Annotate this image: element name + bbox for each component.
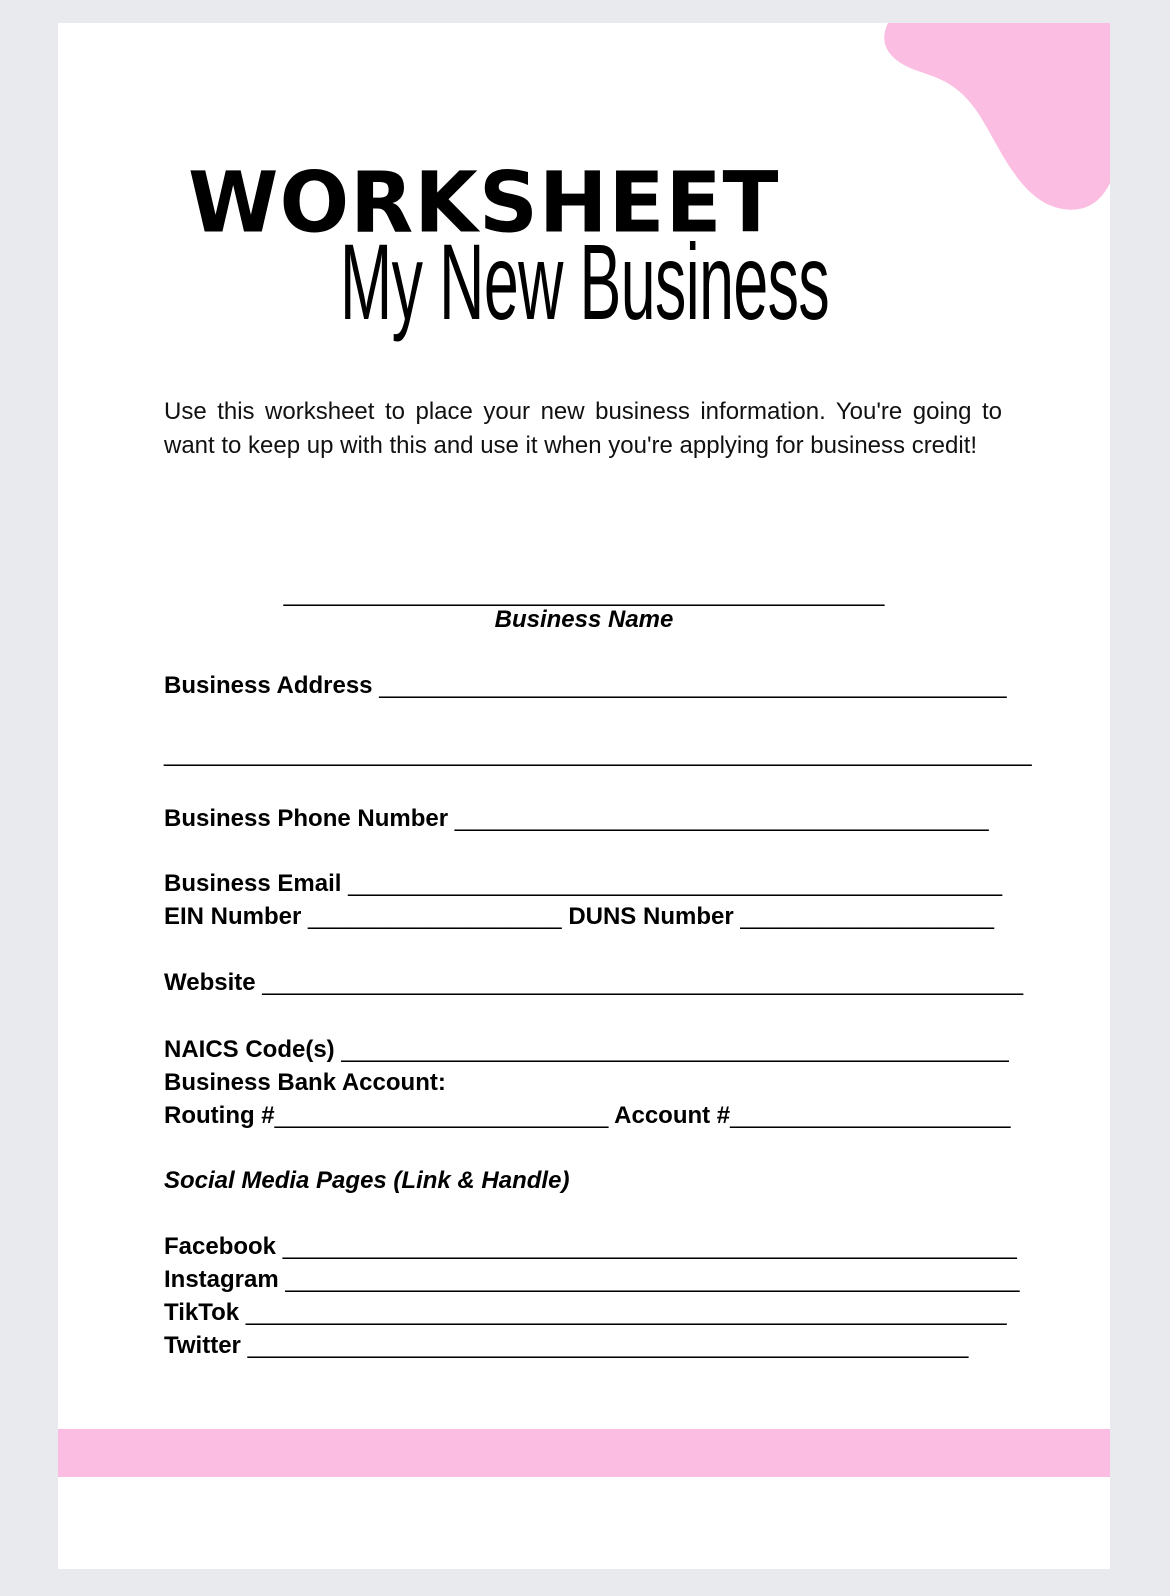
- website-label: Website: [164, 969, 256, 996]
- business-phone-label: Business Phone Number: [164, 805, 449, 832]
- ein-field[interactable]: ___________________: [308, 903, 562, 930]
- page-title: WORKSHEET: [188, 155, 780, 252]
- twitter-field[interactable]: ______________________________________________________: [247, 1332, 969, 1359]
- routing-account-row: [164, 1101, 1010, 1131]
- bank-account-label: Business Bank Account:: [164, 1069, 446, 1096]
- twitter-label: Twitter: [164, 1332, 241, 1359]
- facebook-label: Facebook: [164, 1233, 277, 1260]
- naics-field[interactable]: __________________________________________________: [341, 1036, 1009, 1063]
- business-email-row: [164, 869, 1002, 899]
- facebook-field[interactable]: _______________________________________________________: [282, 1233, 1017, 1260]
- ein-duns-row: [164, 902, 994, 932]
- business-address-field[interactable]: _______________________________________________: [379, 672, 1007, 699]
- facebook-row: [164, 1232, 1017, 1262]
- duns-field[interactable]: ___________________: [740, 903, 994, 930]
- naics-row: [164, 1035, 1009, 1065]
- instagram-field[interactable]: _______________________________________________________: [285, 1266, 1020, 1293]
- instagram-row: [164, 1265, 1020, 1295]
- website-field[interactable]: _________________________________________________________: [262, 969, 1024, 996]
- business-name-field[interactable]: _____________________________________________: [283, 580, 885, 607]
- intro-paragraph: Use this worksheet to place your new business information. You're going to want to keep up with this and use it when you're applying for business credit!: [164, 398, 1002, 459]
- tiktok-field[interactable]: _________________________________________________________: [245, 1299, 1007, 1326]
- business-email-label: Business Email: [164, 870, 342, 897]
- account-label: Account #: [614, 1102, 731, 1129]
- instagram-label: Instagram: [164, 1266, 279, 1293]
- account-field[interactable]: _____________________: [730, 1102, 1011, 1129]
- business-phone-row: [164, 804, 989, 834]
- tiktok-row: [164, 1298, 1007, 1328]
- tiktok-label: TikTok: [164, 1299, 240, 1326]
- business-address-row: [164, 671, 1007, 701]
- routing-label: Routing #: [164, 1102, 275, 1129]
- page-subtitle: My New Business: [340, 221, 830, 342]
- ein-label: EIN Number: [164, 903, 302, 930]
- business-email-field[interactable]: _________________________________________________: [348, 870, 1003, 897]
- worksheet-page: [58, 23, 1110, 1569]
- pink-footer-band: [58, 1429, 1110, 1477]
- routing-field[interactable]: _________________________: [274, 1102, 609, 1129]
- twitter-row: [164, 1331, 968, 1361]
- website-row: [164, 968, 1023, 998]
- naics-label: NAICS Code(s): [164, 1036, 335, 1063]
- business-name-label: Business Name: [494, 606, 674, 633]
- business-address-label: Business Address: [164, 672, 373, 699]
- business-phone-field[interactable]: ________________________________________: [454, 805, 989, 832]
- business-address-line2-row: [164, 739, 1032, 769]
- social-media-heading: Social Media Pages (Link & Handle): [164, 1167, 570, 1194]
- business-address-field-2[interactable]: _________________________________________________________________: [164, 740, 1032, 767]
- duns-label: DUNS Number: [568, 903, 734, 930]
